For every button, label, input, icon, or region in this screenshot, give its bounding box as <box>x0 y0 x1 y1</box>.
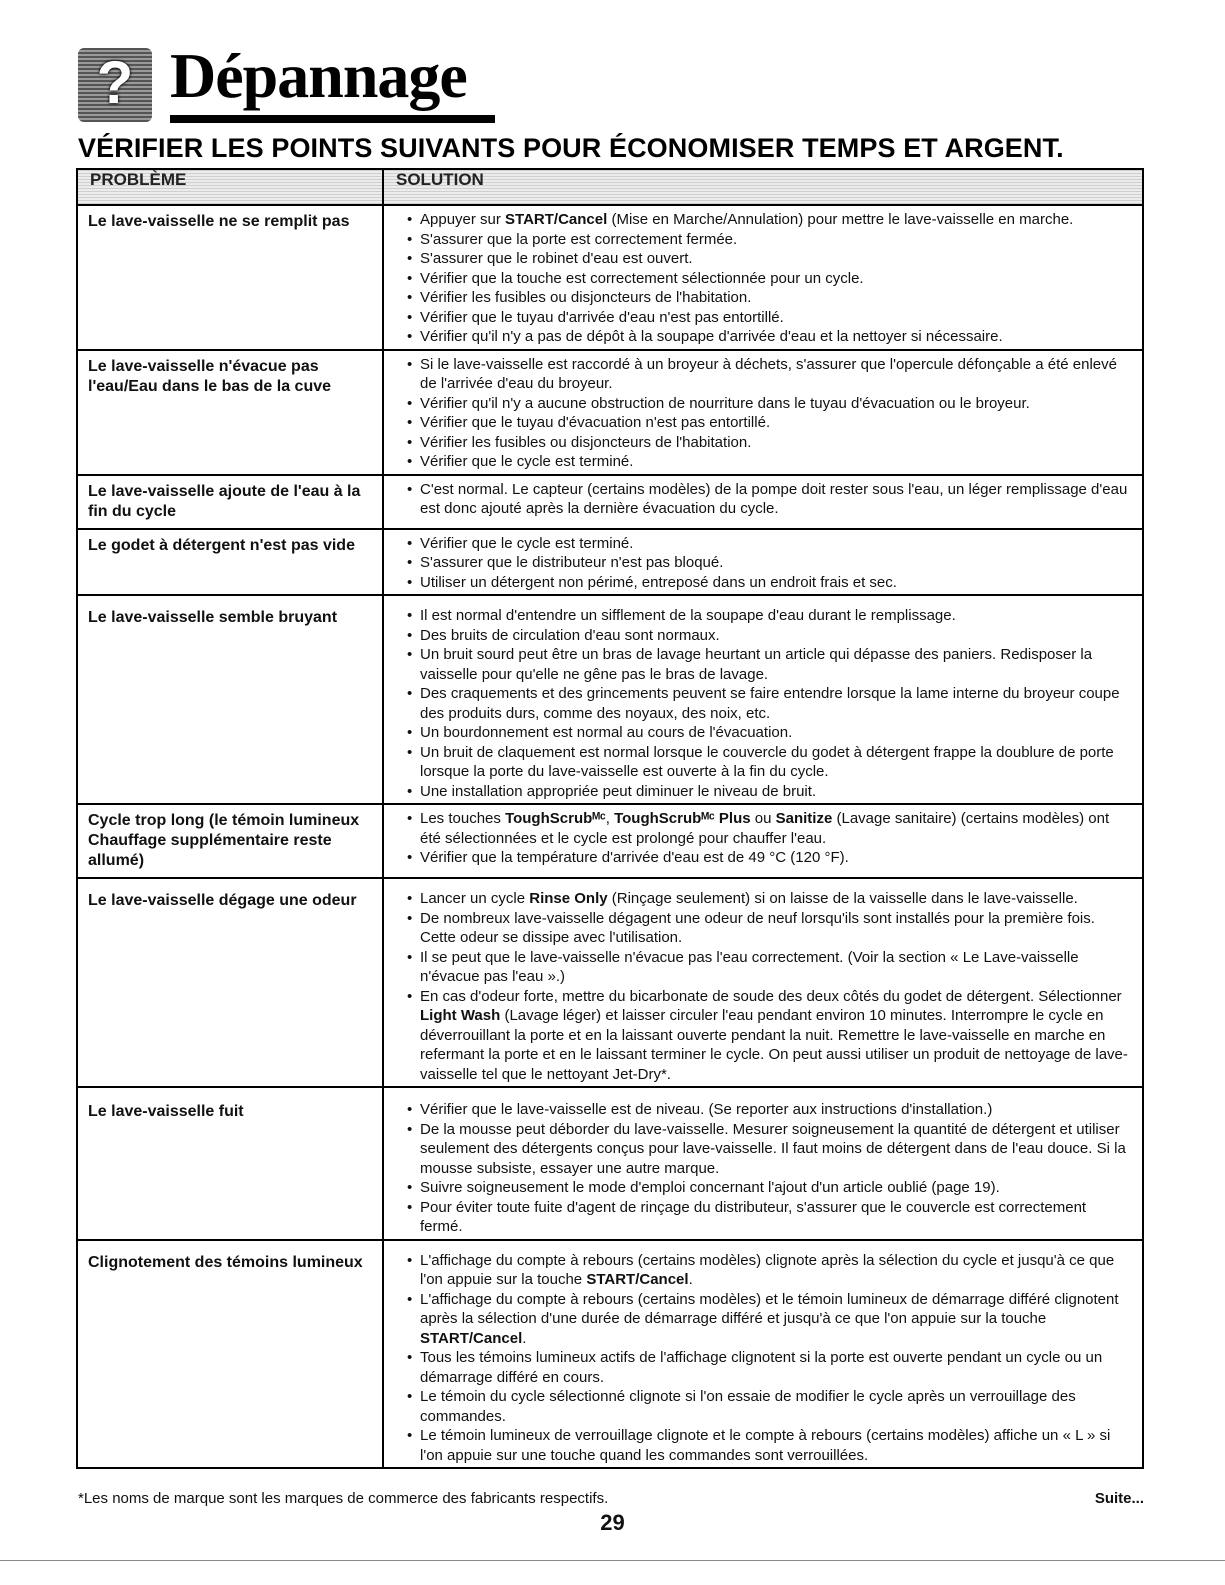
table-row <box>77 1087 1143 1240</box>
solution-item: • Vérifier qu'il n'y a aucune obstruction de nourriture dans le tuyau d'évacuation ou le broyeur. <box>420 394 1132 414</box>
solution-item: • Il se peut que le lave-vaisselle n'évacue pas l'eau correctement. (Voir la section « Le Lave-vaisselle n'évacue pas l'eau ».) <box>420 948 1132 987</box>
solution-item: • Des craquements et des grincements peuvent se faire entendre lorsque la lame interne du broyeur coupe des produits durs, comme des noyaux, des noix, etc. <box>420 684 1132 723</box>
solution-item: • Une installation appropriée peut diminuer le niveau de bruit. <box>420 782 1132 802</box>
question-mark-icon <box>78 48 152 122</box>
solution-item: • L'affichage du compte à rebours (certains modèles) clignote après la sélection du cycle et jusqu'à ce que l'on appuie sur la touche START/Cancel. <box>420 1251 1132 1290</box>
solution-cell <box>383 475 1143 529</box>
solution-list <box>406 889 1132 1084</box>
page-subtitle: VÉRIFIER LES POINTS SUIVANTS POUR ÉCONOMISER TEMPS ET ARGENT. <box>78 133 1064 163</box>
problem-cell: Le lave-vaisselle ajoute de l'eau à la fin du cycle <box>77 475 383 529</box>
problem-cell: Clignotement des témoins lumineux <box>77 1240 383 1469</box>
continued-label: Suite... <box>1094 1490 1144 1507</box>
table-row <box>77 878 1143 1087</box>
solution-item: • Vérifier que le tuyau d'arrivée d'eau n'est pas entortillé. <box>420 308 1132 328</box>
solution-item: • S'assurer que la porte est correctement fermée. <box>420 230 1132 250</box>
question-mark-glyph: ? <box>96 49 134 116</box>
solution-item: • Un bourdonnement est normal au cours de l'évacuation. <box>420 723 1132 743</box>
solution-item: • Lancer un cycle Rinse Only (Rinçage seulement) si on laisse de la vaisselle dans le lave-vaisselle. <box>420 889 1132 909</box>
solution-item: • Vérifier que le cycle est terminé. <box>420 534 1132 554</box>
solution-list <box>406 1251 1132 1466</box>
solution-item: • Vérifier que la température d'arrivée d'eau est de 49 °C (120 °F). <box>420 848 1132 868</box>
solution-cell <box>383 529 1143 596</box>
solution-item: • En cas d'odeur forte, mettre du bicarbonate de soude des deux côtés du godet de détergent. Sélectionner Light Wash (Lavage léger) et laisser circuler l'eau pendant environ 10 minutes. Interrompre le cycle en déverrouillant la porte et en la laissant ouverte pendant la nuit. Remettre le lave-vaisselle en marche en refermant la porte et en le laissant terminer le cycle. On peut aussi utiliser un produit de nettoyage de lave-vaisselle tel que le nettoyant Jet-Dry*. <box>420 987 1132 1085</box>
solution-item: • Le témoin du cycle sélectionné clignote si l'on essaie de modifier le cycle après un verrouillage des commandes. <box>420 1387 1132 1426</box>
solution-cell <box>383 205 1143 350</box>
table-row <box>77 529 1143 596</box>
solution-cell <box>383 878 1143 1087</box>
table-row <box>77 804 1143 878</box>
table-row <box>77 205 1143 350</box>
table-row <box>77 475 1143 529</box>
solution-list <box>406 210 1132 347</box>
bottom-divider <box>0 1560 1225 1561</box>
troubleshooting-table <box>76 168 1144 1469</box>
page-title: Dépannage <box>170 40 467 111</box>
solution-cell <box>383 350 1143 475</box>
solution-item: • Il est normal d'entendre un sifflement de la soupape d'eau durant le remplissage. <box>420 606 1132 626</box>
problem-cell: Le lave-vaisselle ne se remplit pas <box>77 205 383 350</box>
solution-list <box>406 355 1132 472</box>
solution-list <box>406 809 1132 868</box>
solution-item: • Un bruit sourd peut être un bras de lavage heurtant un article qui dépasse des paniers. Redisposer la vaisselle pour qu'elle ne gêne pas le bras de lavage. <box>420 645 1132 684</box>
trademark-footnote: *Les noms de marque sont les marques de commerce des fabricants respectifs. <box>78 1490 609 1507</box>
solution-item: • Tous les témoins lumineux actifs de l'affichage clignotent si la porte est ouverte pendant un cycle ou un démarrage différé en cours. <box>420 1348 1132 1387</box>
problem-cell: Le godet à détergent n'est pas vide <box>77 529 383 596</box>
solution-cell <box>383 595 1143 804</box>
solution-cell <box>383 1240 1143 1469</box>
solution-item: • Le témoin lumineux de verrouillage clignote et le compte à rebours (certains modèles) affiche un « L » si l'on appuie sur une touche quand les commandes sont verrouillées. <box>420 1426 1132 1465</box>
solution-item: • Utiliser un détergent non périmé, entreposé dans un endroit frais et sec. <box>420 573 1132 593</box>
solution-column-header: SOLUTION <box>383 169 1143 205</box>
page-number: 29 <box>600 1510 625 1535</box>
solution-item: • Pour éviter toute fuite d'agent de rinçage du distributeur, s'assurer que le couvercle est correctement fermé. <box>420 1198 1132 1237</box>
solution-item: • Suivre soigneusement le mode d'emploi concernant l'ajout d'un article oublié (page 19). <box>420 1178 1132 1198</box>
solution-item: • C'est normal. Le capteur (certains modèles) de la pompe doit rester sous l'eau, un léger remplissage d'eau est donc ajouté après la dernière évacuation du cycle. <box>420 480 1132 519</box>
solution-item: • Un bruit de claquement est normal lorsque le couvercle du godet à détergent frappe la doublure de porte lorsque la porte du lave-vaisselle est ouverte à la fin du cycle. <box>420 743 1132 782</box>
title-underline <box>170 115 495 123</box>
solution-item: • Des bruits de circulation d'eau sont normaux. <box>420 626 1132 646</box>
solution-cell <box>383 1087 1143 1240</box>
solution-item: • Vérifier que la touche est correctement sélectionnée pour un cycle. <box>420 269 1132 289</box>
solution-item: • Vérifier que le cycle est terminé. <box>420 452 1132 472</box>
solution-cell <box>383 804 1143 878</box>
solution-list <box>406 606 1132 801</box>
problem-cell: Cycle trop long (le témoin lumineux Chauffage supplémentaire reste allumé) <box>77 804 383 878</box>
problem-column-header: PROBLÈME <box>77 169 383 205</box>
solution-item: • De la mousse peut déborder du lave-vaisselle. Mesurer soigneusement la quantité de détergent et utiliser seulement des détergents conçus pour lave-vaisselle. Il faut moins de détergent dans de l'eau douce. Si la mousse subsiste, essayer une autre marque. <box>420 1120 1132 1179</box>
table-row <box>77 1240 1143 1469</box>
problem-cell: Le lave-vaisselle fuit <box>77 1087 383 1240</box>
solution-item: • Vérifier que le lave-vaisselle est de niveau. (Se reporter aux instructions d'installation.) <box>420 1100 1132 1120</box>
table-row <box>77 595 1143 804</box>
table-body <box>77 205 1143 1468</box>
solution-list <box>406 1100 1132 1237</box>
solution-item: • De nombreux lave-vaisselle dégagent une odeur de neuf lorsqu'ils sont installés pour la première fois. Cette odeur se dissipe avec l'utilisation. <box>420 909 1132 948</box>
solution-item: • Vérifier les fusibles ou disjoncteurs de l'habitation. <box>420 288 1132 308</box>
table-row <box>77 350 1143 475</box>
solution-list <box>406 480 1132 519</box>
solution-item: • Les touches ToughScrubᴹᶜ, ToughScrubᴹᶜ Plus ou Sanitize (Lavage sanitaire) (certains modèles) ont été sélectionnées et le cycle est prolongé pour chauffer l'eau. <box>420 809 1132 848</box>
solution-item: • Vérifier les fusibles ou disjoncteurs de l'habitation. <box>420 433 1132 453</box>
solution-list <box>406 534 1132 593</box>
solution-item: • Vérifier qu'il n'y a pas de dépôt à la soupape d'arrivée d'eau et la nettoyer si nécessaire. <box>420 327 1132 347</box>
problem-cell: Le lave-vaisselle dégage une odeur <box>77 878 383 1087</box>
solution-item: • Appuyer sur START/Cancel (Mise en Marche/Annulation) pour mettre le lave-vaisselle en marche. <box>420 210 1132 230</box>
solution-item: • L'affichage du compte à rebours (certains modèles) et le témoin lumineux de démarrage différé clignotent après la sélection d'une durée de démarrage différé et jusqu'à ce que l'on appuie sur la touche START/Cancel. <box>420 1290 1132 1349</box>
solution-item: • Si le lave-vaisselle est raccordé à un broyeur à déchets, s'assurer que l'opercule défonçable a été enlevé de l'arrivée d'eau du broyeur. <box>420 355 1132 394</box>
problem-cell: Le lave-vaisselle semble bruyant <box>77 595 383 804</box>
solution-item: • Vérifier que le tuyau d'évacuation n'est pas entortillé. <box>420 413 1132 433</box>
solution-item: • S'assurer que le distributeur n'est pas bloqué. <box>420 553 1132 573</box>
table-header-row <box>77 169 1143 205</box>
solution-item: • S'assurer que le robinet d'eau est ouvert. <box>420 249 1132 269</box>
problem-cell: Le lave-vaisselle n'évacue pas l'eau/Eau dans le bas de la cuve <box>77 350 383 475</box>
